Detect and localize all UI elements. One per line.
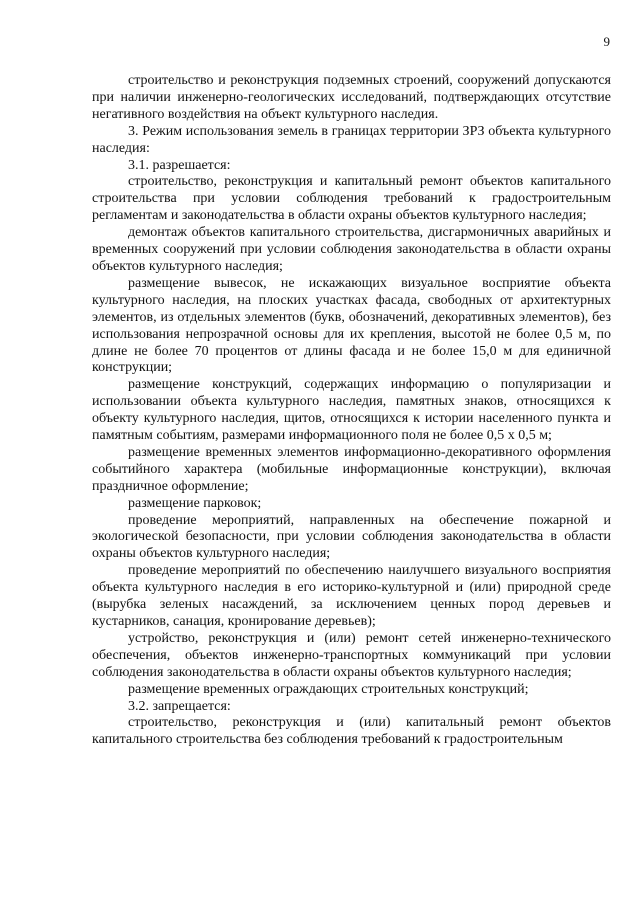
paragraph: размещение конструкций, содержащих информацию о популяризации и использовании объекта культурного наследия, памятных знаков, относящихся к объекту культурного наследия, щитов, относящихся к истории населенного пункта и памятным событиям, размерами информационного поля не более 0,5 х 0,5 м; (92, 377, 611, 444)
paragraph: проведение мероприятий, направленных на обеспечение пожарной и экологической безопасности, при условии соблюдения законодательства в области охраны объектов культурного наследия; (92, 512, 611, 562)
paragraph: размещение временных элементов информационно-декоративного оформления событийного характера (мобильные информационные конструкции), включая праздничное оформление; (92, 444, 611, 494)
page-number: 9 (603, 34, 610, 49)
paragraph: демонтаж объектов капитального строительства, дисгармоничных аварийных и временных сооружений при условии соблюдения законодательства в области охраны объектов культурного наследия; (92, 225, 611, 274)
subsection-heading: 3.2. запрещается: (128, 698, 231, 714)
paragraph: проведение мероприятий по обеспечению наилучшего визуального восприятия объекта культурного наследия в его историко-культурной и (или) природной среде (вырубка зеленых насаждений, за исключением ценных пород деревьев и кустарников, санация, кронирование деревьев); (92, 563, 611, 629)
subsection-heading: 3.1. разрешается: (128, 157, 231, 173)
paragraph: размещение парковок; (128, 495, 262, 511)
document-body (92, 73, 611, 749)
section-heading: 3. Режим использования земель в границах территории ЗРЗ объекта культурного наследия: (92, 123, 611, 156)
paragraph: устройство, реконструкция и (или) ремонт сетей инженерно-технического обеспечения, объектов инженерно-транспортных коммуникаций при условии соблюдения законодательства в области охраны объектов культурного наследия; (92, 630, 611, 680)
paragraph: строительство, реконструкция и капитальный ремонт объектов капитального строительства при условии соблюдения требований к градостроительным регламентам и законодательства в области охраны объектов культурного наследия; (92, 174, 611, 224)
paragraph: строительство, реконструкция и (или) капитальный ремонт объектов капитального строительства без соблюдения требований к градостроительным (92, 715, 611, 748)
paragraph: строительство и реконструкция подземных строений, сооружений допускаются при наличии инженерно-геологических исследований, подтверждающих отсутствие негативного воздействия на объект культурного наследия. (92, 73, 611, 122)
paragraph: размещение временных ограждающих строительных конструкций; (128, 681, 529, 697)
paragraph: размещение вывесок, не искажающих визуальное восприятие объекта культурного наследия, на плоских участках фасада, свободных от архитектурных элементов, из отдельных элементов (букв, обозначений, декоративных элементов), без использования непрозрачной основы для их крепления, высотой не более 0,5 м, по длине не более 70 процентов от длины фасада и не более 15,0 м для единичной конструкции; (92, 275, 611, 376)
